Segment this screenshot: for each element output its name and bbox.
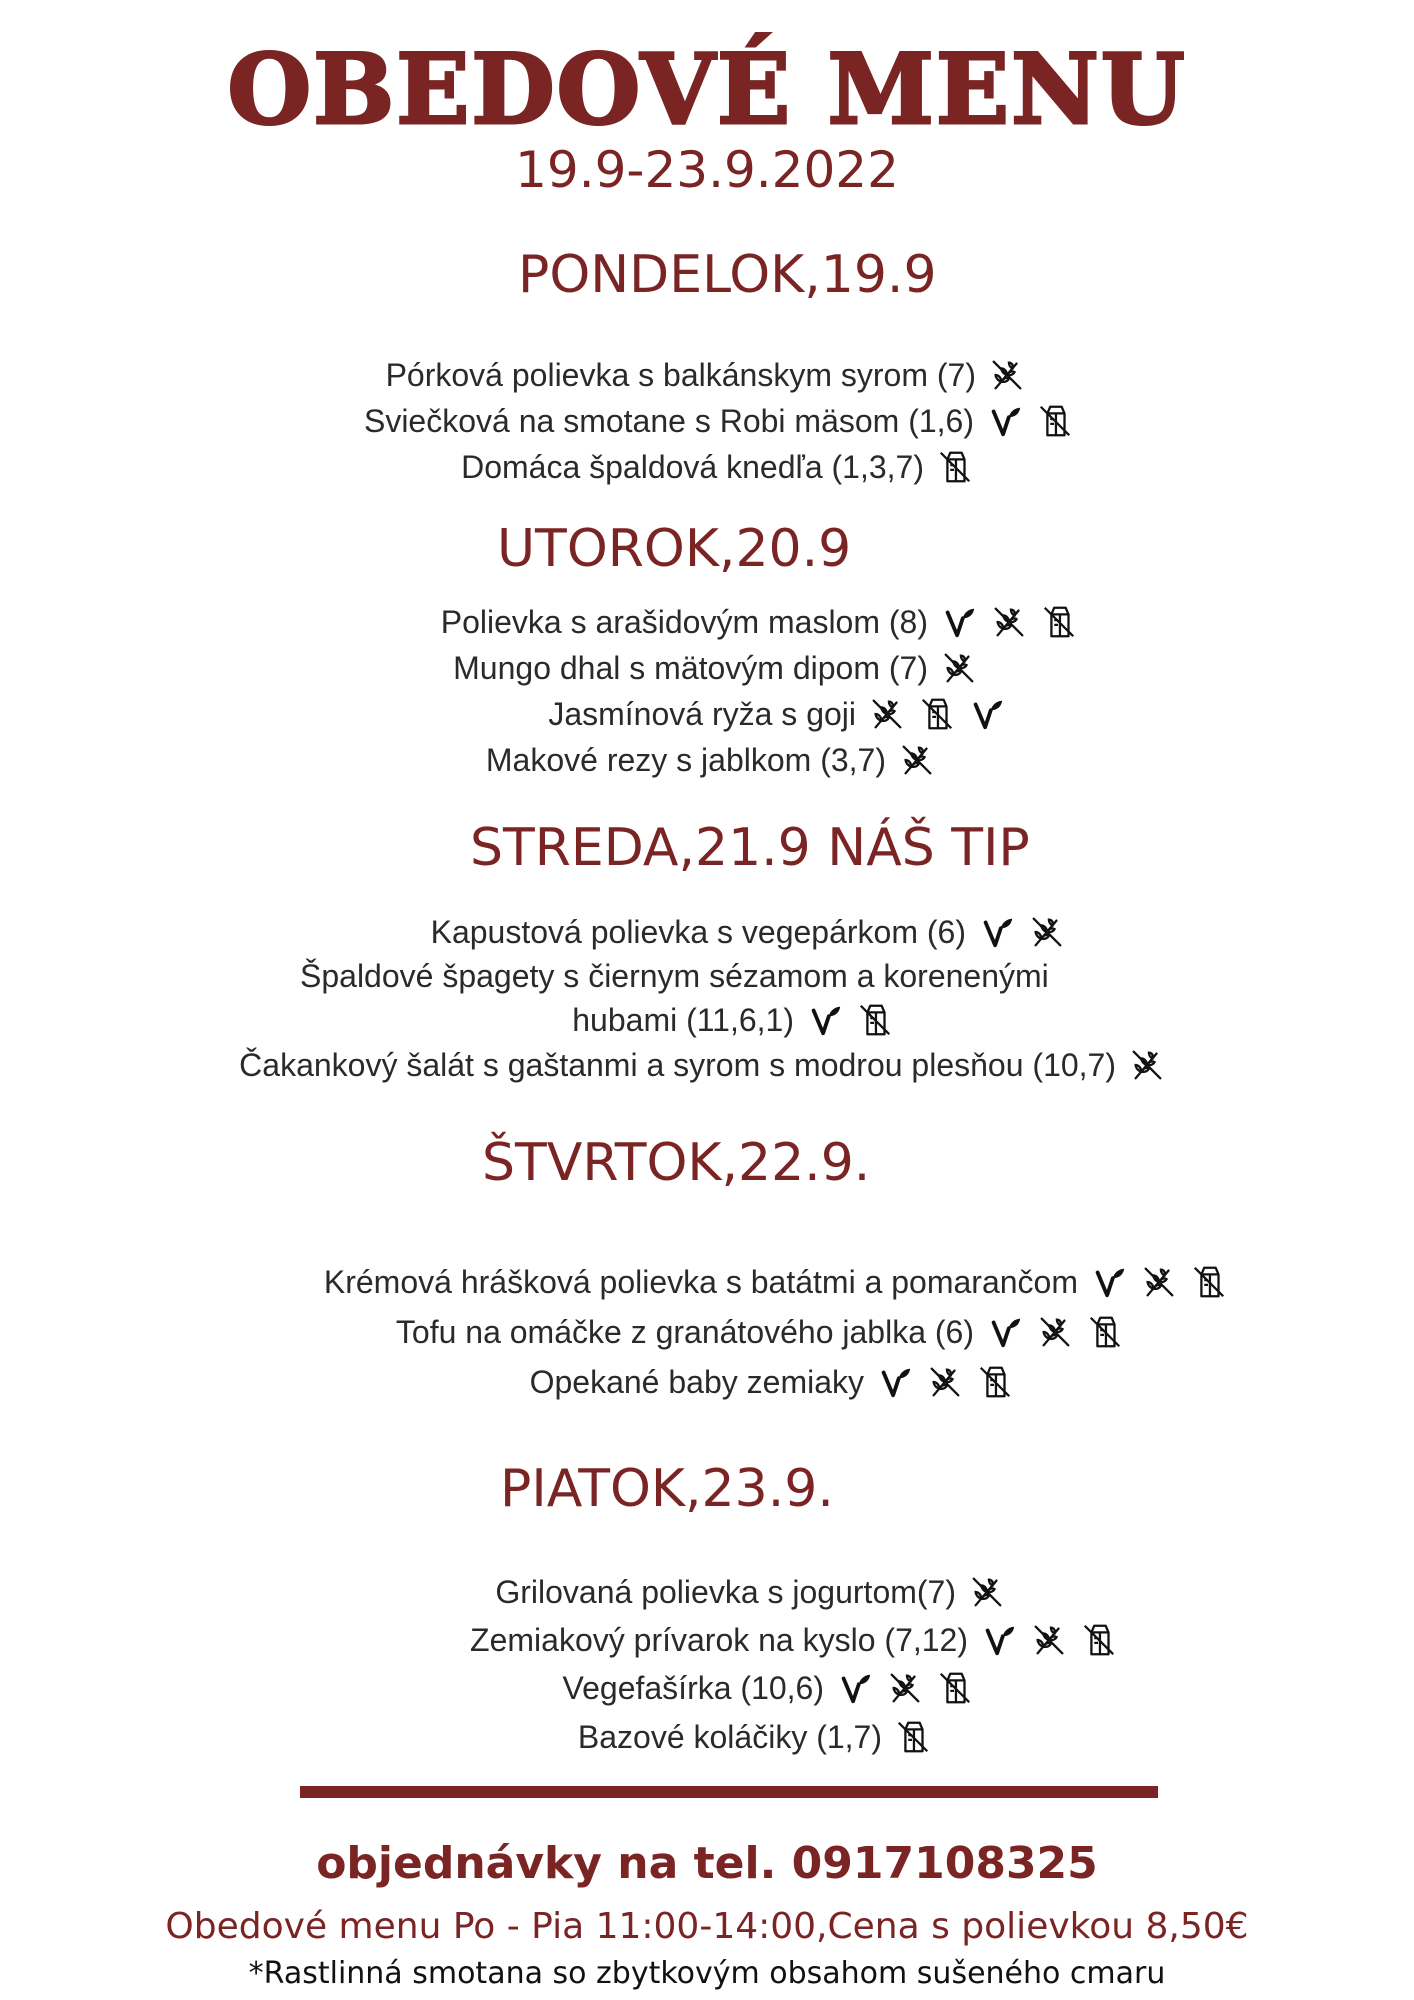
menu-item: [495, 1572, 1006, 1612]
lactose-free-icon: [976, 1363, 1014, 1401]
menu-item-text: Jasmínová ryža s goji: [548, 696, 856, 732]
lactose-free-icon: [918, 695, 956, 733]
lactose-free-icon: [936, 1669, 974, 1707]
menu-item: [441, 602, 1078, 642]
menu-item: [239, 1045, 1166, 1085]
menu-item: [386, 355, 1026, 395]
vegan-icon: [836, 1669, 874, 1707]
menu-item-text: Mungo dhal s mätovým dipom (7): [453, 650, 928, 686]
menu-item: [453, 648, 978, 688]
gluten-free-icon: [1030, 1621, 1068, 1659]
lactose-free-icon: [856, 1001, 894, 1039]
gluten-free-icon: [868, 695, 906, 733]
gluten-free-icon: [926, 1363, 964, 1401]
vegan-icon: [1090, 1263, 1128, 1301]
vegan-icon: [876, 1363, 914, 1401]
footnote: *Rastlinná smotana so zbytkovým obsahom sušeného cmaru: [248, 1956, 1166, 1991]
menu-item: [563, 1668, 974, 1708]
menu-item-text: Špaldové špagety s čiernym sézamom a korenenými: [300, 958, 1049, 994]
menu-item-text: Krémová hrášková polievka s batátmi a pomarančom: [323, 1264, 1078, 1300]
menu-item-text: Kapustová polievka s vegepárkom (6): [430, 914, 966, 950]
lactose-free-icon: [1190, 1263, 1228, 1301]
lactose-free-icon: [894, 1718, 932, 1756]
gluten-free-icon: [898, 741, 936, 779]
menu-item-text: Makové rezy s jablkom (3,7): [485, 742, 886, 778]
menu-item-text: Pórková polievka s balkánskym syrom (7): [385, 357, 976, 393]
menu-item: [572, 1000, 894, 1040]
gluten-free-icon: [1140, 1263, 1178, 1301]
menu-item: [364, 401, 1074, 441]
day-heading-tuesday: UTOROK,20.9: [497, 519, 852, 579]
menu-item-text: Tofu na omáčke z granátového jablka (6): [395, 1314, 974, 1350]
menu-item-text: Sviečková na smotane s Robi mäsom (1,6): [363, 403, 974, 439]
vegan-icon: [940, 603, 978, 641]
lactose-free-icon: [1086, 1313, 1124, 1351]
gluten-free-icon: [886, 1669, 924, 1707]
menu-item: [431, 912, 1066, 952]
gluten-free-icon: [1128, 1046, 1166, 1084]
menu-item-text: hubami (11,6,1): [572, 1002, 794, 1038]
day-heading-wednesday: STREDA,21.9 NÁŠ TIP: [470, 818, 1030, 878]
day-heading-monday: PONDELOK,19.9: [518, 245, 937, 305]
gluten-free-icon: [1028, 913, 1066, 951]
menu-item-text: Opekané baby zemiaky: [529, 1364, 864, 1400]
divider-rule: [300, 1786, 1158, 1798]
menu-item-text: Grilovaná polievka s jogurtom(7): [495, 1574, 956, 1610]
vegan-icon: [978, 913, 1016, 951]
menu-title: OBEDOVÉ MENU: [227, 33, 1187, 146]
menu-item-text: Bazové koláčiky (1,7): [577, 1719, 882, 1755]
menu-item: [578, 1717, 932, 1757]
menu-item: [324, 1262, 1228, 1302]
order-phone: objednávky na tel. 0917108325: [316, 1838, 1098, 1889]
menu-item-text: Polievka s arašidovým maslom (8): [440, 604, 928, 640]
vegan-icon: [986, 1313, 1024, 1351]
menu-item: [300, 956, 1049, 996]
gluten-free-icon: [940, 649, 978, 687]
menu-item: [530, 1362, 1014, 1402]
menu-item: [396, 1312, 1124, 1352]
lactose-free-icon: [1040, 603, 1078, 641]
vegan-icon: [986, 402, 1024, 440]
gluten-free-icon: [1036, 1313, 1074, 1351]
menu-dates: 19.9-23.9.2022: [515, 141, 899, 199]
menu-item-text: Zemiakový prívarok na kyslo (7,12): [470, 1622, 968, 1658]
vegan-icon: [806, 1001, 844, 1039]
vegan-icon: [980, 1621, 1018, 1659]
lactose-free-icon: [936, 448, 974, 486]
menu-item: [486, 740, 936, 780]
lactose-free-icon: [1080, 1621, 1118, 1659]
gluten-free-icon: [990, 603, 1028, 641]
menu-item: [470, 1620, 1118, 1660]
menu-item: [461, 447, 974, 487]
gluten-free-icon: [988, 356, 1026, 394]
menu-item-text: Domáca špaldová knedľa (1,3,7): [461, 449, 924, 485]
vegan-icon: [968, 695, 1006, 733]
gluten-free-icon: [968, 1573, 1006, 1611]
menu-item: [548, 694, 1006, 734]
menu-item-text: Vegefašírka (10,6): [562, 1670, 824, 1706]
day-heading-thursday: ŠTVRTOK,22.9.: [482, 1133, 871, 1193]
day-heading-friday: PIATOK,23.9.: [500, 1459, 834, 1519]
menu-item-text: Čakankový šalát s gaštanmi a syrom s modrou plesňou (10,7): [239, 1047, 1116, 1083]
lactose-free-icon: [1036, 402, 1074, 440]
opening-hours-price: Obedové menu Po - Pia 11:00-14:00,Cena s polievkou 8,50€: [165, 1906, 1249, 1947]
